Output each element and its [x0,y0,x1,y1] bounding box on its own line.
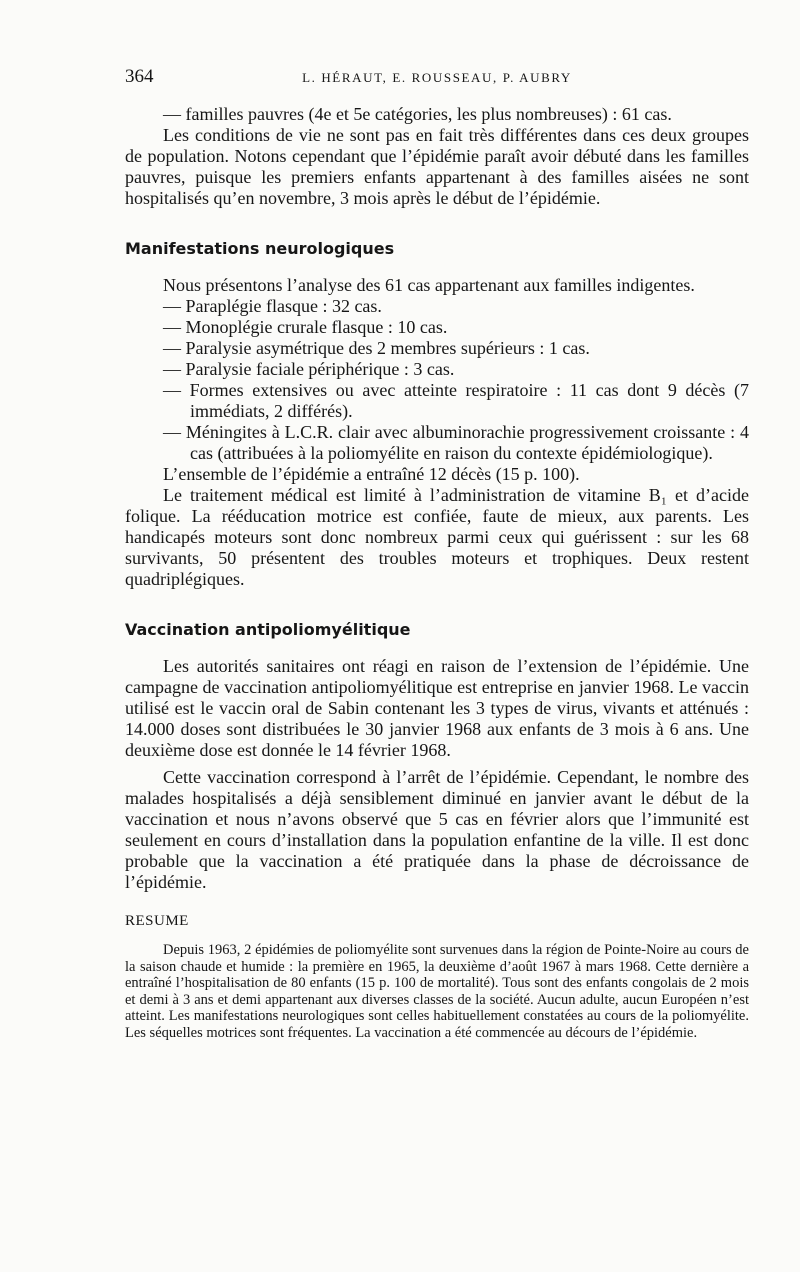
section1-lead: Nous présentons l’analyse des 61 cas appartenant aux familles indigentes. [163,275,695,295]
resume-text: Depuis 1963, 2 épidémies de poliomyélite sont survenues dans la région de Pointe-Noire au cours de la saison chaude et humide : la première en 1965, la deuxième d’août 1967 à mars 1968. Cette dernière a entraîné l’hospitalisation de 80 enfants (15 p. 100 de mortalité). Tous sont des enfants congolais de 2 mois et demi à 3 ans et demi appartenant aux diverses classes de la société. Aucun adulte, aucun Européen n’est atteint. Les manifestations neurologiques sont celles habituellement constatées au cours de la poliomyélite. Les séquelles motrices sont fréquentes. La vaccination a été commencée au décours de l’épidémie. [125,942,749,1041]
section-heading-vaccination: Vaccination antipoliomyélitique [125,620,411,639]
section2-paragraph-1: Les autorités sanitaires ont réagi en raison de l’extension de l’épidémie. Une campagne de vaccination antipoliomyélitique est entreprise en janvier 1968. Le vaccin utilisé est le vaccin oral de Sabin contenant les 3 types de virus, vivants et atténués : 14.000 doses sont distribuées le 30 janvier 1968 aux enfants de 3 mois à 6 ans. Une deuxième dose est donnée le 14 février 1968. [125,656,749,760]
section-heading-neurological: Manifestations neurologiques [125,239,395,258]
section2-paragraph-2: Cette vaccination correspond à l’arrêt de l’épidémie. Cependant, le nombre des malades hospitalisés a déjà sensiblement diminué en janvier avant le début de la vaccination et nous n’avons observé que 5 cas en février alors que l’immunité est seulement en cours d’installation dans la population enfantine de la ville. Il est donc probable que la vaccination a été pratiquée dans la phase de décroissance de l’épidémie. [125,767,749,892]
list-item: — Formes extensives ou avec atteinte respiratoire : 11 cas dont 9 décès (7 immédiats, 2 différés). [163,380,749,421]
resume-heading: RESUME [125,913,189,929]
intro-dash-line: — familles pauvres (4e et 5e catégories, les plus nombreuses) : 61 cas. [163,104,672,124]
article-body [125,104,749,1041]
list-item: — Monoplégie crurale flasque : 10 cas. [163,317,448,337]
list-item: — Paralysie asymétrique des 2 membres supérieurs : 1 cas. [163,338,590,358]
running-title: L. HÉRAUT, E. ROUSSEAU, P. AUBRY [302,70,572,85]
section1-total: L’ensemble de l’épidémie a entraîné 12 décès (15 p. 100). [163,464,580,484]
list-item: — Paraplégie flasque : 32 cas. [163,296,382,316]
list-item: — Méningites à L.C.R. clair avec albuminorachie progressivement croissante : 4 cas (attribuées à la poliomyélite en raison du contexte épidémiologique). [163,422,749,463]
page-number: 364 [125,66,154,87]
intro-paragraph: Les conditions de vie ne sont pas en fait très différentes dans ces deux groupes de population. Notons cependant que l’épidémie paraît avoir débuté dans les familles pauvres, puisque les premiers enfants appartenant à des familles aisées ne sont hospitalisés qu’en novembre, 3 mois après le début de l’épidémie. [125,125,749,208]
list-item: — Paralysie faciale périphérique : 3 cas. [163,359,455,379]
page-header [125,66,749,92]
section1-treatment: Le traitement médical est limité à l’administration de vitamine B₁ et d’acide folique. La rééducation motrice est confiée, faute de mieux, aux parents. Les handicapés moteurs sont donc nombreux parmi ceux qui guérissent : sur les 68 survivants, 50 présentent des troubles moteurs et trophiques. Deux restent quadriplégiques. [125,485,749,589]
